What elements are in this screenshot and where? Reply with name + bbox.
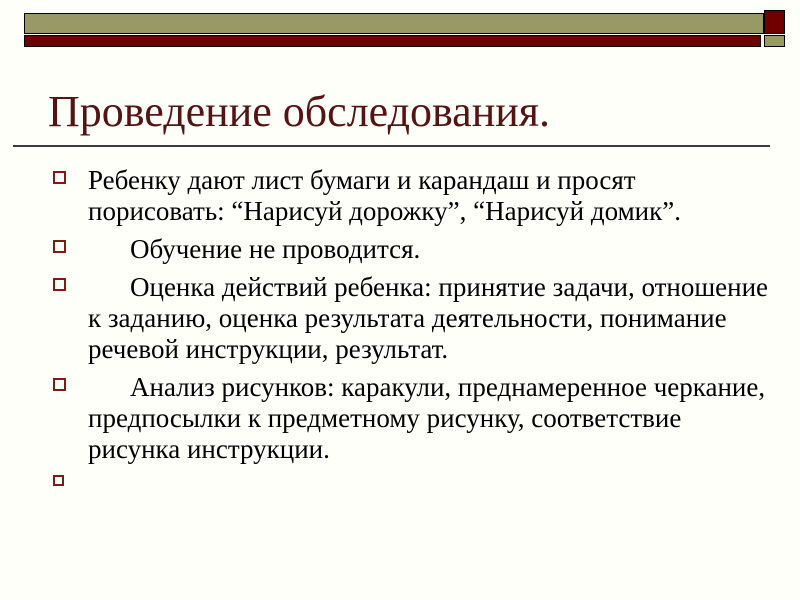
- bullet-list: [0, 165, 800, 488]
- bullet-square-icon: [53, 171, 66, 184]
- bullet-text: Оценка действий ребенка: принятие задачи, отношение к заданию, оценка результата деятельности, понимание речевой инструкции, результат.: [88, 272, 769, 364]
- bullet-square-icon: [53, 240, 66, 253]
- list-item: [0, 234, 800, 265]
- title-separator: [13, 145, 770, 147]
- list-item: [0, 372, 800, 465]
- bullet-square-icon: [53, 378, 66, 391]
- bullet-text: Обучение не проводится.: [130, 234, 421, 264]
- slide-title: Проведение обследования.: [48, 87, 551, 136]
- bullet-text: Анализ рисунков: каракули, преднамеренное черкание, предпосылки к предметному рисунку, соответствие рисунка инструкции.: [88, 372, 766, 464]
- bullet-square-icon: [53, 475, 64, 486]
- bullet-text: Ребенку дают лист бумаги и карандаш и просят порисовать: “Нарисуй дорожку”, “Нарисуй домик”.: [88, 165, 681, 226]
- list-item: [0, 165, 800, 227]
- bullet-square-icon: [53, 278, 66, 291]
- olive-bar: [24, 13, 764, 34]
- list-item: [0, 472, 800, 488]
- list-item: [0, 272, 800, 365]
- maroon-bar: [24, 35, 761, 47]
- olive-square-icon: [764, 35, 785, 47]
- maroon-square-icon: [764, 10, 785, 34]
